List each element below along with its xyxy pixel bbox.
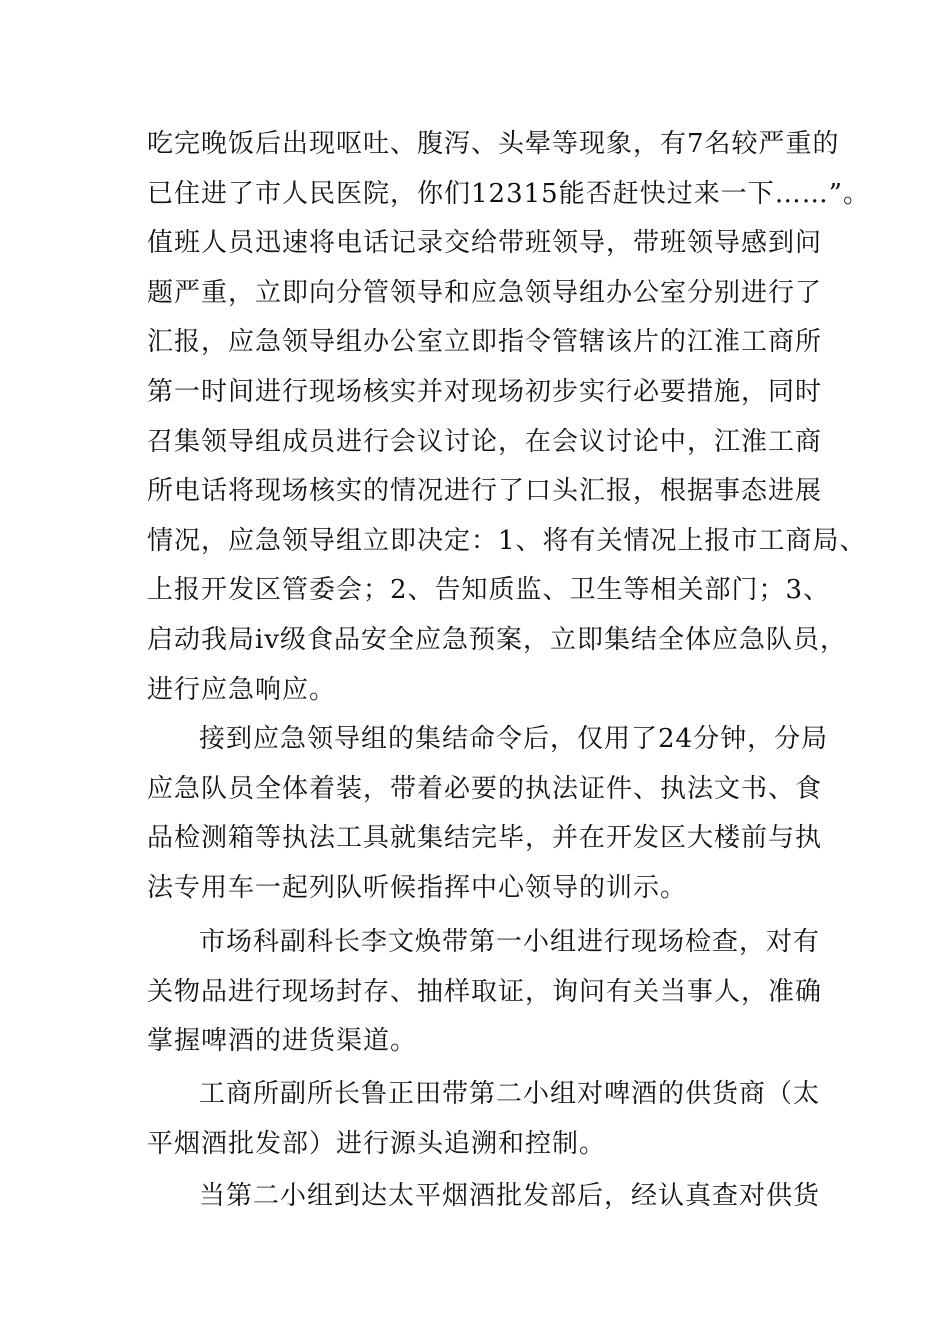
text-line: 上报开发区管委会；2、告知质监、卫生等相关部门；3、 (147, 575, 831, 606)
paragraph-3 (147, 918, 837, 1067)
paragraph-1 (147, 120, 871, 715)
text-line: 题严重，立即向分管领导和应急领导组办公室分别进行了 (147, 277, 823, 308)
text-line: 应急队员全体着装，带着必要的执法证件、执法文书、食 (147, 773, 823, 804)
paragraph-4 (147, 1070, 837, 1169)
text-line: 进行应急响应。 (147, 674, 337, 705)
text-line: 汇报，应急领导组办公室立即指令管辖该片的江淮工商所 (147, 327, 823, 358)
text-line: 掌握啤酒的进货渠道。 (147, 1026, 418, 1057)
text-line: 启动我局iv级食品安全应急预案，立即集结全体应急队员， (147, 624, 848, 655)
text-line: 法专用车一起列队听候指挥中心领导的训示。 (147, 872, 688, 903)
text-line: 关物品进行现场封存、抽样取证，询问有关当事人，准确 (147, 976, 823, 1007)
text-line: 当第二小组到达太平烟酒批发部后，经认真查对供货 (199, 1181, 821, 1211)
text-line: 召集领导组成员进行会议讨论，在会议讨论中，江淮工商 (147, 426, 823, 457)
text-line: 已住进了市人民医院，你们12315能否赶快过来一下……”。 (147, 178, 871, 209)
text-line: 平烟酒批发部）进行源头追溯和控制。 (147, 1128, 607, 1159)
text-line: 接到应急领导组的集结命令后，仅用了24分钟，分局 (199, 724, 829, 754)
text-line: 吃完晚饭后出现呕吐、腹泻、头晕等现象，有7名较严重的 (147, 129, 840, 159)
text-line: 第一时间进行现场核实并对现场初步实行必要措施，同时 (147, 376, 823, 407)
text-line: 所电话将现场核实的情况进行了口头汇报，根据事态进展 (147, 476, 823, 507)
paragraph-2 (147, 715, 837, 913)
text-line: 工商所副所长鲁正田带第二小组对啤酒的供货商（太 (199, 1079, 821, 1109)
text-line: 情况，应急领导组立即决定：1、将有关情况上报市工商局、 (147, 525, 867, 556)
paragraph-5 (147, 1172, 837, 1222)
text-line: 值班人员迅速将电话记录交给带班领导，带班领导感到问 (147, 228, 823, 259)
text-line: 品检测箱等执法工具就集结完毕，并在开发区大楼前与执 (147, 823, 823, 854)
text-line: 市场科副科长李文焕带第一小组进行现场检查，对有 (199, 927, 821, 957)
